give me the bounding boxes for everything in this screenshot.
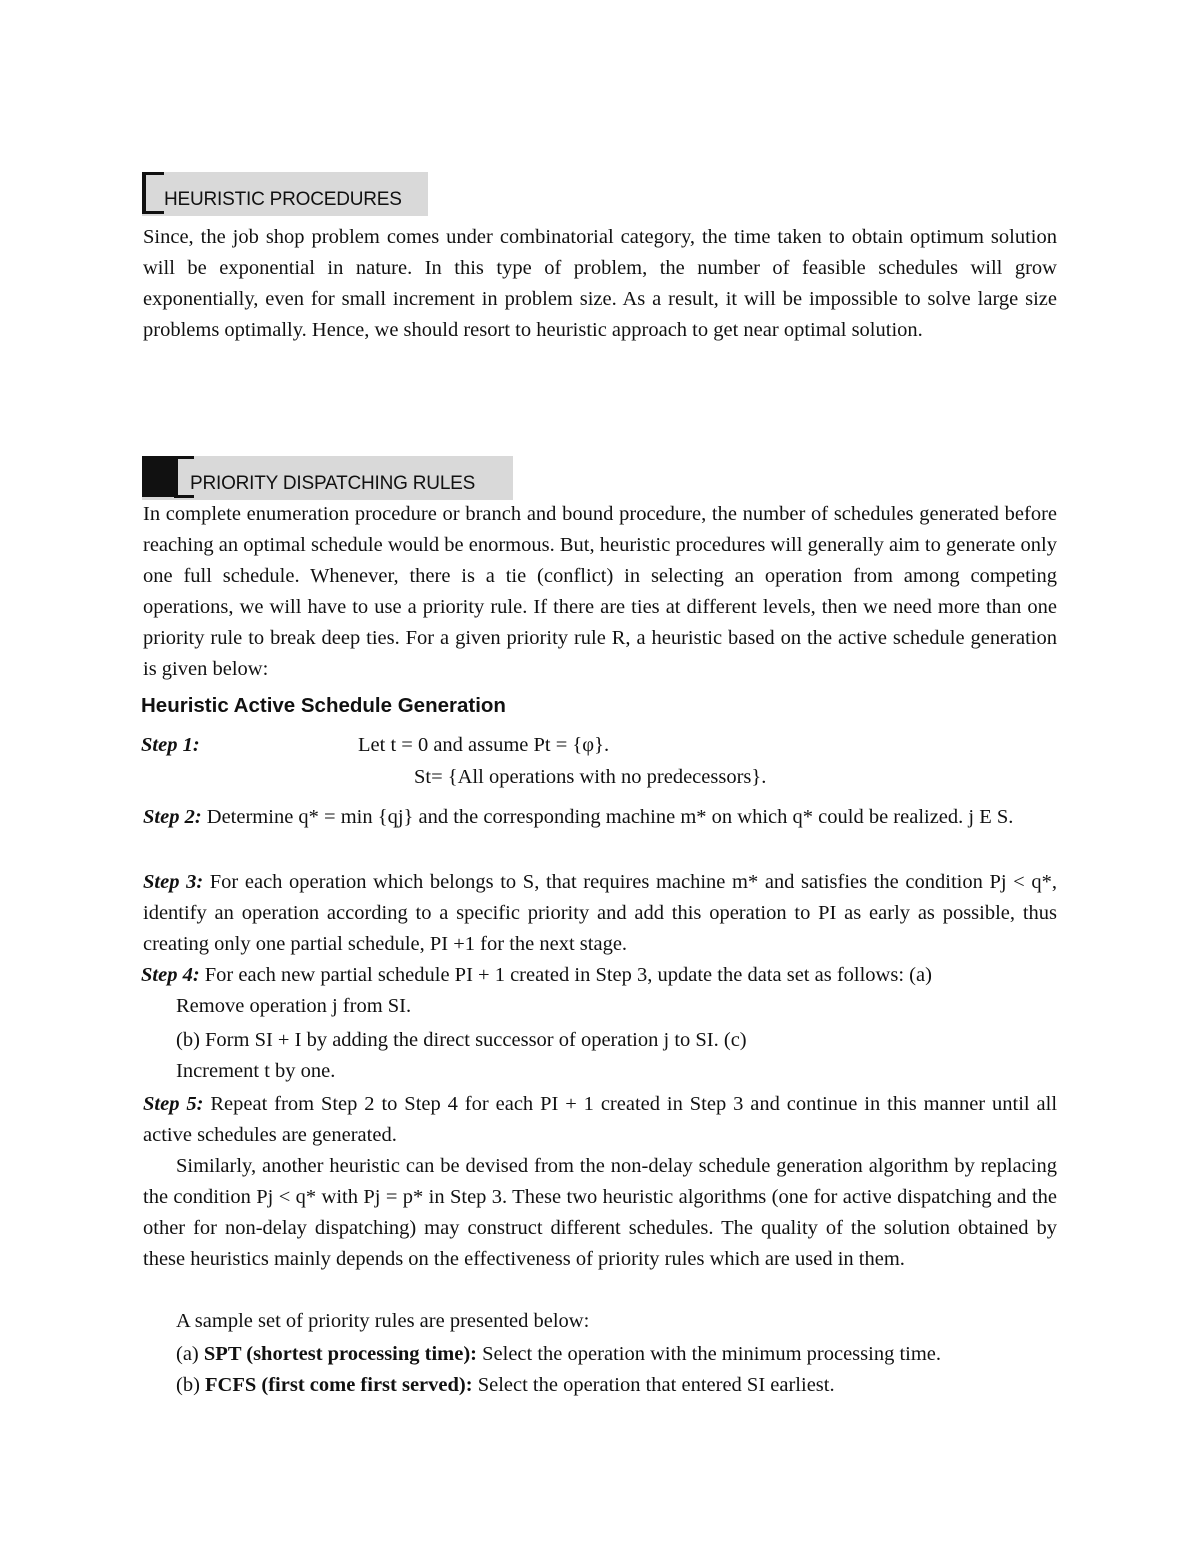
step1-line2: St= {All operations with no predecessors}. xyxy=(414,766,767,788)
section-heading-label: HEURISTIC PROCEDURES xyxy=(164,189,402,210)
step1-label xyxy=(141,730,200,761)
section-heading-heuristic xyxy=(142,172,428,216)
step-label: Step 5: xyxy=(143,1093,204,1115)
step4-line3: (b) Form SI + I by adding the direct successor of operation j to SI. (c) xyxy=(176,1029,747,1051)
section-heading-priority xyxy=(142,456,513,500)
step-label: Step 1: xyxy=(141,734,200,756)
step-text: Determine q* = min {qj} and the corresponding machine m* on which q* could be realized. j E S. xyxy=(206,806,1014,828)
step-text: For each operation which belongs to S, that requires machine m* and satisfies the condition Pj < q*, identify an operation according to a specific priority and add this operation to PI as early as possible, thus creating only one partial schedule, PI +1 for the next stage. xyxy=(143,871,1057,955)
section-heading-label: PRIORITY DISPATCHING RULES xyxy=(190,473,476,494)
rules-intro: A sample set of priority rules are presented below: xyxy=(176,1310,590,1332)
step4-line4: Increment t by one. xyxy=(176,1060,336,1082)
rule-desc: Select the operation with the minimum processing time. xyxy=(482,1343,942,1365)
rule-name: SPT (shortest processing time): xyxy=(203,1343,478,1365)
step4-line2: Remove operation j from SI. xyxy=(176,995,412,1017)
rule-name: FCFS (first come first served): xyxy=(205,1374,473,1396)
rule-spt xyxy=(176,1339,941,1370)
heading-bracket-icon xyxy=(142,172,164,214)
step-label: Step 2: xyxy=(143,806,202,828)
step-text: Repeat from Step 2 to Step 4 for each PI + 1 created in Step 3 and continue in this manner until all active schedules are generated. xyxy=(143,1093,1058,1146)
step3 xyxy=(143,867,1057,960)
paragraph-priority: In complete enumeration procedure or branch and bound procedure, the number of schedules generated before reaching an optimal schedule would be enormous. But, heuristic procedures will generally aim to generate only one full schedule. Whenever, there is a tie (conflict) in selecting an operation from among competing operations, we will have to use a priority rule. If there are ties at different levels, then we need more than one priority rule to break deep ties. For a given priority rule R, a heuristic based on the active schedule generation is given below: xyxy=(143,503,1057,680)
step1-line1: Let t = 0 and assume Pt = {φ}. xyxy=(358,734,610,756)
step5 xyxy=(143,1089,1057,1151)
rule-desc: Select the operation that entered SI earliest. xyxy=(477,1374,835,1396)
rule-prefix: (b) xyxy=(176,1374,200,1396)
heading-block-icon xyxy=(142,456,174,497)
step2 xyxy=(143,802,1057,833)
paragraph-intro: Since, the job shop problem comes under combinatorial category, the time taken to obtain optimum solution will be exponential in nature. In this type of problem, the number of feasible schedules will grow exponentially, even for small increment in problem size. As a result, it will be impossible to solve large size problems optimally. Hence, we should resort to heuristic approach to get near optimal solution. xyxy=(143,226,1057,341)
rule-prefix: (a) xyxy=(176,1343,199,1365)
paragraph-similarly: Similarly, another heuristic can be devised from the non-delay schedule generation algorithm by replacing the condition Pj < q* with Pj = p* in Step 3. These two heuristic algorithms (one for active dispatching and the other for non-delay dispatching) may construct different schedules. The quality of the solution obtained by these heuristics mainly depends on the effectiveness of priority rules which are used in them. xyxy=(143,1155,1057,1270)
step-label: Step 3: xyxy=(143,871,204,893)
subheading-active-schedule: Heuristic Active Schedule Generation xyxy=(141,694,506,717)
step-text: For each new partial schedule PI + 1 created in Step 3, update the data set as follows: (a) xyxy=(204,964,932,986)
step-label: Step 4: xyxy=(141,964,200,986)
rule-fcfs xyxy=(176,1370,835,1401)
step4-line1 xyxy=(141,960,932,991)
